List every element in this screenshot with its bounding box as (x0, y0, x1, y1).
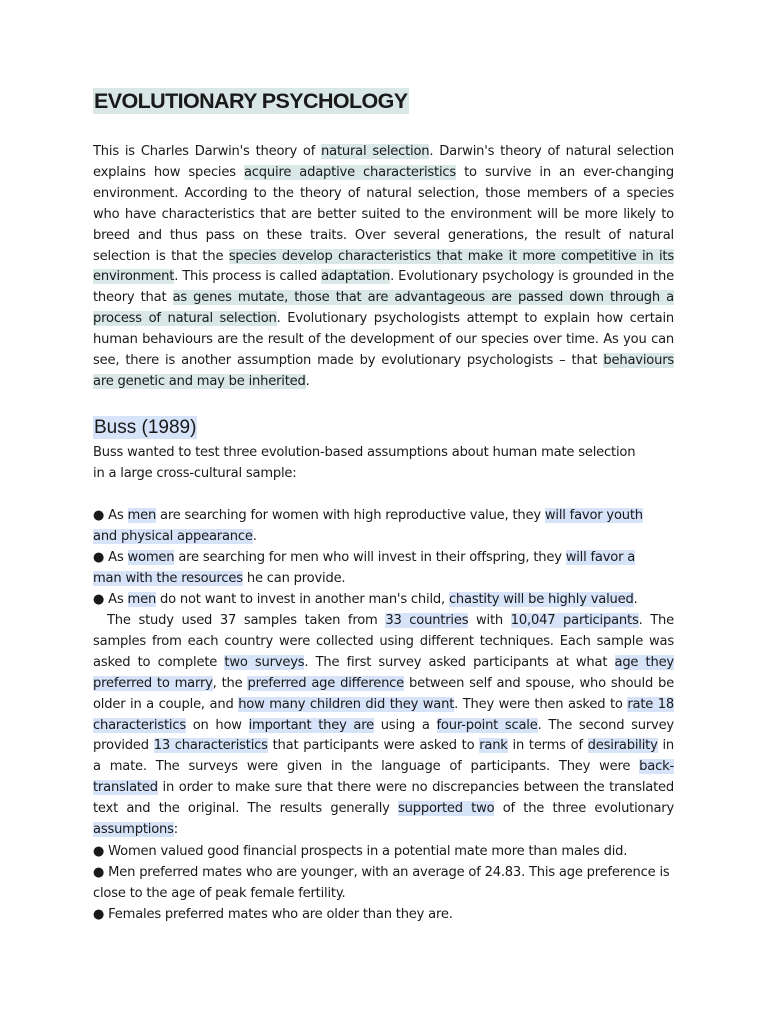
page-title (93, 86, 409, 116)
highlight: rank (479, 738, 508, 754)
study-paragraph: The study used 37 samples taken from 33 countries with 10,047 participants. The samples from each country were collected using different techniques. Each sample was asked to complete two surveys. The first survey asked participants at what age they preferred to marry, the preferred age difference between self and spouse, who should be older in a couple, and how many children did they want. They were then asked to rate 18 characteristics on how important they are using a four-point scale. The second survey provided 13 characteristics that participants were asked to rank in terms of desirability in a mate. The surveys were given in the language of participants. They were back-translated in order to make sure that there were no discrepancies between the translated text and the original. The results generally supported two of the three evolutionary assumptions: (93, 613, 675, 838)
results-list (93, 842, 674, 926)
highlight: rate 18 characteristics (93, 696, 674, 733)
highlight: women (127, 549, 175, 565)
result-item: ● Females preferred mates who are older than they are. (93, 906, 453, 922)
bullet-item: ● As women are searching for men who will invest in their offspring, they will favor a man with the resources he can provide. (93, 549, 636, 586)
highlight: as genes mutate, those that are advantageous are passed down through a process of natural selection (93, 290, 674, 327)
highlight: will favor youth (544, 508, 643, 523)
title-highlight: EVOLUTIONARY PSYCHOLOGY (94, 89, 408, 113)
highlight: will favor a (565, 549, 636, 565)
highlight: behaviours are genetic and may be inherited (93, 353, 674, 389)
highlight: chastity will be highly valued (448, 591, 634, 607)
hypothesis-list (93, 506, 674, 611)
highlight: preferred age difference (247, 675, 405, 691)
highlight: important they are (248, 717, 375, 733)
intro-paragraph: This is Charles Darwin's theory of natural selection. Darwin's theory of natural selection explains how species acquire adaptive characteristics to survive in an ever-changing environment. According to the theory of natural selection, those members of a species who have characteristics that are better suited to the environment will be more likely to breed and thus pass on these traits. Over several generations, the result of natural selection is that the species develop characteristics that make it more competitive in its environment. This process is called adaptation. Evolutionary psychology is grounded in the theory that as genes mutate, those that are advantageous are passed down through a process of natural selection. Evolutionary psychologists attempt to explain how certain human behaviours are the result of the development of our species over time. As you can see, there is another assumption made by evolutionary psychologists – that behaviours are genetic and may be inherited. (93, 144, 674, 389)
highlight: acquire adaptive characteristics (243, 164, 457, 180)
highlight: desirability (587, 738, 658, 754)
highlight: men (127, 591, 157, 607)
highlight: adaptation (321, 269, 391, 285)
highlight: natural selection (321, 144, 430, 159)
buss-intro: Buss wanted to test three evolution-based assumptions about human mate selection in a large cross-cultural sample: (93, 445, 636, 481)
highlight: men (127, 508, 157, 523)
section-heading (93, 414, 197, 442)
highlight: back-translated (93, 759, 674, 796)
highlight: man with the resources (93, 570, 243, 586)
highlight: 10,047 participants (510, 613, 639, 628)
bullet-item: ● As men do not want to invest in another man's child, chastity will be highly valued. (93, 591, 638, 607)
highlight: two surveys (224, 654, 305, 670)
highlight: age they preferred to marry (93, 654, 674, 691)
highlight: 13 characteristics (153, 738, 268, 754)
highlight: assumptions (93, 822, 174, 838)
highlight: and physical appearance (93, 528, 253, 544)
highlight: 33 countries (385, 613, 469, 628)
highlight: four-point scale (436, 717, 538, 733)
highlight: how many children did they want (238, 696, 455, 712)
bullet-item: ● As men are searching for women with high reproductive value, they will favor youth and physical appearance. (93, 508, 643, 544)
highlight: supported two (398, 801, 495, 817)
heading-highlight: Buss (1989) (94, 417, 197, 438)
highlight: species develop characteristics that make it more competitive in its environment (93, 248, 674, 285)
result-item: ● Women valued good financial prospects in a potential mate more than males did. (93, 844, 628, 859)
result-item: ● Men preferred mates who are younger, with an average of 24.83. This age preference is close to the age of peak female fertility. (93, 864, 670, 901)
